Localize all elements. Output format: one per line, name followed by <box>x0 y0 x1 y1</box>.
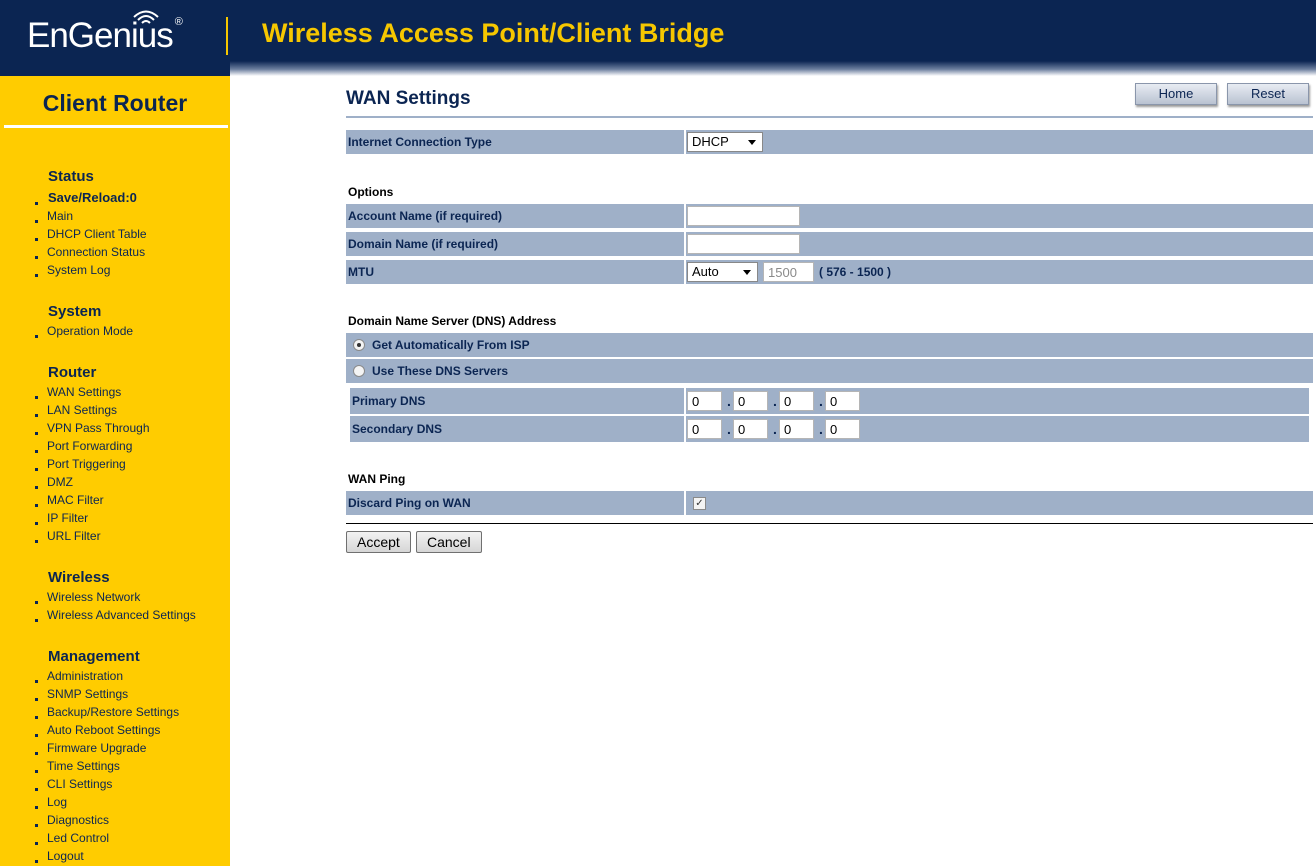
sidebar-item-url-filter[interactable]: URL Filter <box>47 529 101 543</box>
nav-section-status: Status <box>48 168 94 185</box>
title-divider <box>346 116 1313 118</box>
bullet-icon <box>35 842 38 845</box>
primary-dns-octet-4[interactable] <box>825 391 860 411</box>
sidebar-item-firmware-upgrade[interactable]: Firmware Upgrade <box>47 741 147 755</box>
dns-auto-row <box>346 333 1313 357</box>
bullet-icon <box>35 274 38 277</box>
sidebar-item-main[interactable]: Main <box>47 209 74 223</box>
bullet-icon <box>35 396 38 399</box>
cell-separator <box>684 260 686 284</box>
mtu-label: MTU <box>348 265 374 279</box>
sidebar-item-save-reload[interactable]: Save/Reload:0 <box>48 190 137 205</box>
nav-section-system: System <box>48 303 102 320</box>
sidebar-item-connection-status[interactable]: Connection Status <box>47 245 146 259</box>
sidebar-item-backup-restore-settings[interactable]: Backup/Restore Settings <box>47 705 180 719</box>
chevron-down-icon <box>748 140 756 145</box>
bullet-icon <box>35 238 38 241</box>
primary-dns-octet-1[interactable] <box>687 391 722 411</box>
domain-name-input[interactable] <box>687 234 800 254</box>
cell-separator <box>684 232 686 256</box>
secondary-dns-octet-3[interactable] <box>779 419 814 439</box>
sidebar-item-time-settings[interactable]: Time Settings <box>47 759 120 773</box>
bullet-icon <box>35 601 38 604</box>
account-name-input[interactable] <box>687 206 800 226</box>
wifi-signal-icon <box>131 8 161 26</box>
sidebar-item-auto-reboot-settings[interactable]: Auto Reboot Settings <box>47 723 161 737</box>
bullet-icon <box>35 202 38 205</box>
options-label: Options <box>348 185 394 199</box>
form-divider <box>346 523 1313 524</box>
engenius-logo <box>27 16 182 56</box>
connection-type-select[interactable] <box>687 132 763 152</box>
sidebar-item-diagnostics[interactable]: Diagnostics <box>47 813 110 827</box>
sidebar-item-snmp-settings[interactable]: SNMP Settings <box>47 687 129 701</box>
primary-dns-label: Primary DNS <box>352 394 426 408</box>
header-divider <box>226 17 228 55</box>
sidebar-item-mac-filter[interactable]: MAC Filter <box>47 493 104 507</box>
sidebar-item-administration[interactable]: Administration <box>47 669 124 683</box>
sidebar-item-log[interactable]: Log <box>47 795 68 809</box>
product-title: Wireless Access Point/Client Bridge <box>262 18 725 48</box>
bullet-icon <box>35 414 38 417</box>
mtu-row <box>346 260 1313 284</box>
sidebar-item-cli-settings[interactable]: CLI Settings <box>47 777 113 791</box>
bullet-icon <box>35 734 38 737</box>
bullet-icon <box>35 450 38 453</box>
bullet-icon <box>35 716 38 719</box>
octet-separator: . <box>819 421 823 437</box>
bullet-icon <box>35 619 38 622</box>
domain-name-row <box>346 232 1313 256</box>
bullet-icon <box>35 540 38 543</box>
mtu-mode-value: Auto <box>692 264 719 279</box>
chevron-down-icon <box>743 270 751 275</box>
sidebar-item-port-triggering[interactable]: Port Triggering <box>47 457 126 471</box>
sidebar-item-port-forwarding[interactable]: Port Forwarding <box>47 439 133 453</box>
logo-text: EnGenius <box>27 16 173 55</box>
bullet-icon <box>35 698 38 701</box>
nav-section-wireless: Wireless <box>48 569 110 586</box>
octet-separator: . <box>773 393 777 409</box>
dns-auto-radio[interactable] <box>353 339 365 351</box>
bullet-icon <box>35 335 38 338</box>
sidebar-item-dhcp-client-table[interactable]: DHCP Client Table <box>47 227 147 241</box>
sidebar-title: Client Router <box>42 90 188 116</box>
wan-ping-section-label: WAN Ping <box>348 472 406 486</box>
connection-type-cell <box>684 130 1313 154</box>
primary-dns-row <box>350 388 1309 414</box>
sidebar-item-wireless-advanced-settings[interactable]: Wireless Advanced Settings <box>47 608 196 622</box>
secondary-dns-octet-2[interactable] <box>733 419 768 439</box>
sidebar-item-logout[interactable]: Logout <box>47 849 84 863</box>
connection-type-row <box>346 130 1313 154</box>
nav-section-management: Management <box>48 648 140 665</box>
secondary-dns-octet-1[interactable] <box>687 419 722 439</box>
primary-dns-octet-2[interactable] <box>733 391 768 411</box>
cell-separator <box>684 491 686 515</box>
discard-ping-checkbox[interactable]: ✓ <box>693 497 706 510</box>
header-swoosh <box>230 61 1316 76</box>
sidebar-item-wireless-network[interactable]: Wireless Network <box>47 590 141 604</box>
octet-separator: . <box>727 393 731 409</box>
sidebar-item-led-control[interactable]: Led Control <box>47 831 110 845</box>
cell-separator <box>684 388 686 414</box>
secondary-dns-label: Secondary DNS <box>352 422 443 436</box>
octet-separator: . <box>727 421 731 437</box>
cancel-button[interactable]: Cancel <box>416 531 482 553</box>
accept-button[interactable]: Accept <box>346 531 411 553</box>
bullet-icon <box>35 770 38 773</box>
bullet-icon <box>35 788 38 791</box>
bullet-icon <box>35 752 38 755</box>
sidebar-item-operation-mode[interactable]: Operation Mode <box>47 324 134 338</box>
secondary-dns-row <box>350 416 1309 442</box>
bullet-icon <box>35 432 38 435</box>
mtu-mode-select[interactable] <box>687 262 758 282</box>
bullet-icon <box>35 468 38 471</box>
cell-separator <box>684 130 686 154</box>
mtu-range: ( 576 - 1500 ) <box>819 265 892 279</box>
reset-button[interactable]: Reset <box>1227 83 1309 105</box>
sidebar-item-vpn-pass-through[interactable]: VPN Pass Through <box>47 421 150 435</box>
account-name-label: Account Name (if required) <box>348 209 503 223</box>
registered-mark: ® <box>174 16 182 28</box>
nav-section-router: Router <box>48 364 97 381</box>
bullet-icon <box>35 220 38 223</box>
sidebar-item-ip-filter[interactable]: IP Filter <box>47 511 89 525</box>
octet-separator: . <box>773 421 777 437</box>
home-button[interactable]: Home <box>1135 83 1217 105</box>
mtu-value-input[interactable] <box>763 262 814 282</box>
cell-separator <box>684 204 686 228</box>
primary-dns-octet-3[interactable] <box>779 391 814 411</box>
sidebar-item-lan-settings[interactable]: LAN Settings <box>47 403 118 417</box>
bullet-icon <box>35 256 38 259</box>
connection-type-label: Internet Connection Type <box>348 135 492 149</box>
dns-manual-label: Use These DNS Servers <box>372 364 509 378</box>
sidebar-divider <box>4 125 228 128</box>
header-bar <box>0 0 1316 76</box>
bullet-icon <box>35 522 38 525</box>
page-title: WAN Settings <box>346 88 471 109</box>
sidebar-item-dmz[interactable]: DMZ <box>47 475 73 489</box>
bullet-icon <box>35 680 38 683</box>
secondary-dns-octet-4[interactable] <box>825 419 860 439</box>
sidebar-item-system-log[interactable]: System Log <box>47 263 111 277</box>
discard-ping-label: Discard Ping on WAN <box>348 496 471 510</box>
dns-auto-label: Get Automatically From ISP <box>372 338 530 352</box>
bullet-icon <box>35 860 38 863</box>
dns-manual-radio[interactable] <box>353 365 365 377</box>
sidebar <box>0 76 230 866</box>
bullet-icon <box>35 504 38 507</box>
connection-type-value: DHCP <box>692 134 729 149</box>
domain-name-label: Domain Name (if required) <box>348 237 499 251</box>
account-name-row <box>346 204 1313 228</box>
bullet-icon <box>35 824 38 827</box>
discard-ping-row <box>346 491 1313 515</box>
sidebar-item-wan-settings[interactable]: WAN Settings <box>47 385 122 399</box>
dns-section-label: Domain Name Server (DNS) Address <box>348 314 557 328</box>
dns-manual-row <box>346 359 1313 383</box>
bullet-icon <box>35 486 38 489</box>
bullet-icon <box>35 806 38 809</box>
octet-separator: . <box>819 393 823 409</box>
cell-separator <box>684 416 686 442</box>
